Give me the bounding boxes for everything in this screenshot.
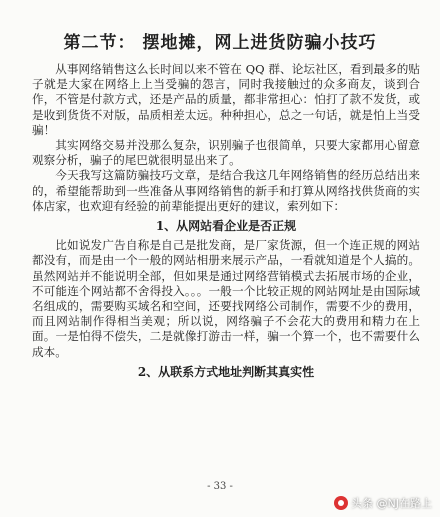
heading-website-check: 1、从网站看企业是否正规 xyxy=(155,219,297,234)
page-number: - 33 - xyxy=(207,481,233,492)
section-title: 第二节： 摆地摊，网上进货防骗小技巧 xyxy=(63,33,377,53)
source-watermark xyxy=(334,495,432,511)
paragraph-purpose: 今天我写这篇防骗技巧文章，是结合我这几年网络销售的经历总结出来的，希望能帮助到一些准备从事网络销售的新手和打算从网络找供货商的实体店家，也欢迎有经验的前辈能提出更好的建议，索列如下： xyxy=(32,168,420,213)
article-body xyxy=(32,62,420,384)
watermark-text: 头条 @NJ在路上 xyxy=(351,497,432,510)
heading-contact-check: 2、从联系方式地址判断其真实性 xyxy=(137,364,315,379)
toutiao-logo-icon xyxy=(334,496,348,510)
paragraph-simple: 其实网络交易并没那么复杂，识别骗子也很简单，只要大家都用心留意观察分析，骗子的尾巴就很明显出来了。 xyxy=(32,138,420,168)
paragraph-website: 比如说发广告自称是自己是批发商，是厂家货源，但一个连正规的网站都没有，而是由一个一般的网站相册来展示产品，一看就知道是个人搞的。虽然网站并不能说明全部，但如果是通过网络营销模式去拓展市场的企业，不可能连个网站都不舍得投入。。。一般一个比较正规的网站网址是由国际域名组成的，需要购买域名和空间，还要找网络公司制作，需要不少的费用，而且网站制作得相当美观；所以说，网络骗子不会花大的费用和精力在上面。一是怕得不偿失，二是就像打游击一样，骗一个算一个，也不需要什么成本。 xyxy=(32,238,420,359)
paragraph-intro: 从事网络销售这么长时间以来不管在 QQ 群、论坛社区，看到最多的贴子就是大家在网络上上当受骗的怨言，同时我接触过的众多商友，谈到合作，不管是付款方式，还是产品的质量，都非常担心：怕打了款不发货，或是收到货货不对版，品质相差太远。种种担心，总之一句话，就是怕上当受骗！ xyxy=(32,62,420,137)
